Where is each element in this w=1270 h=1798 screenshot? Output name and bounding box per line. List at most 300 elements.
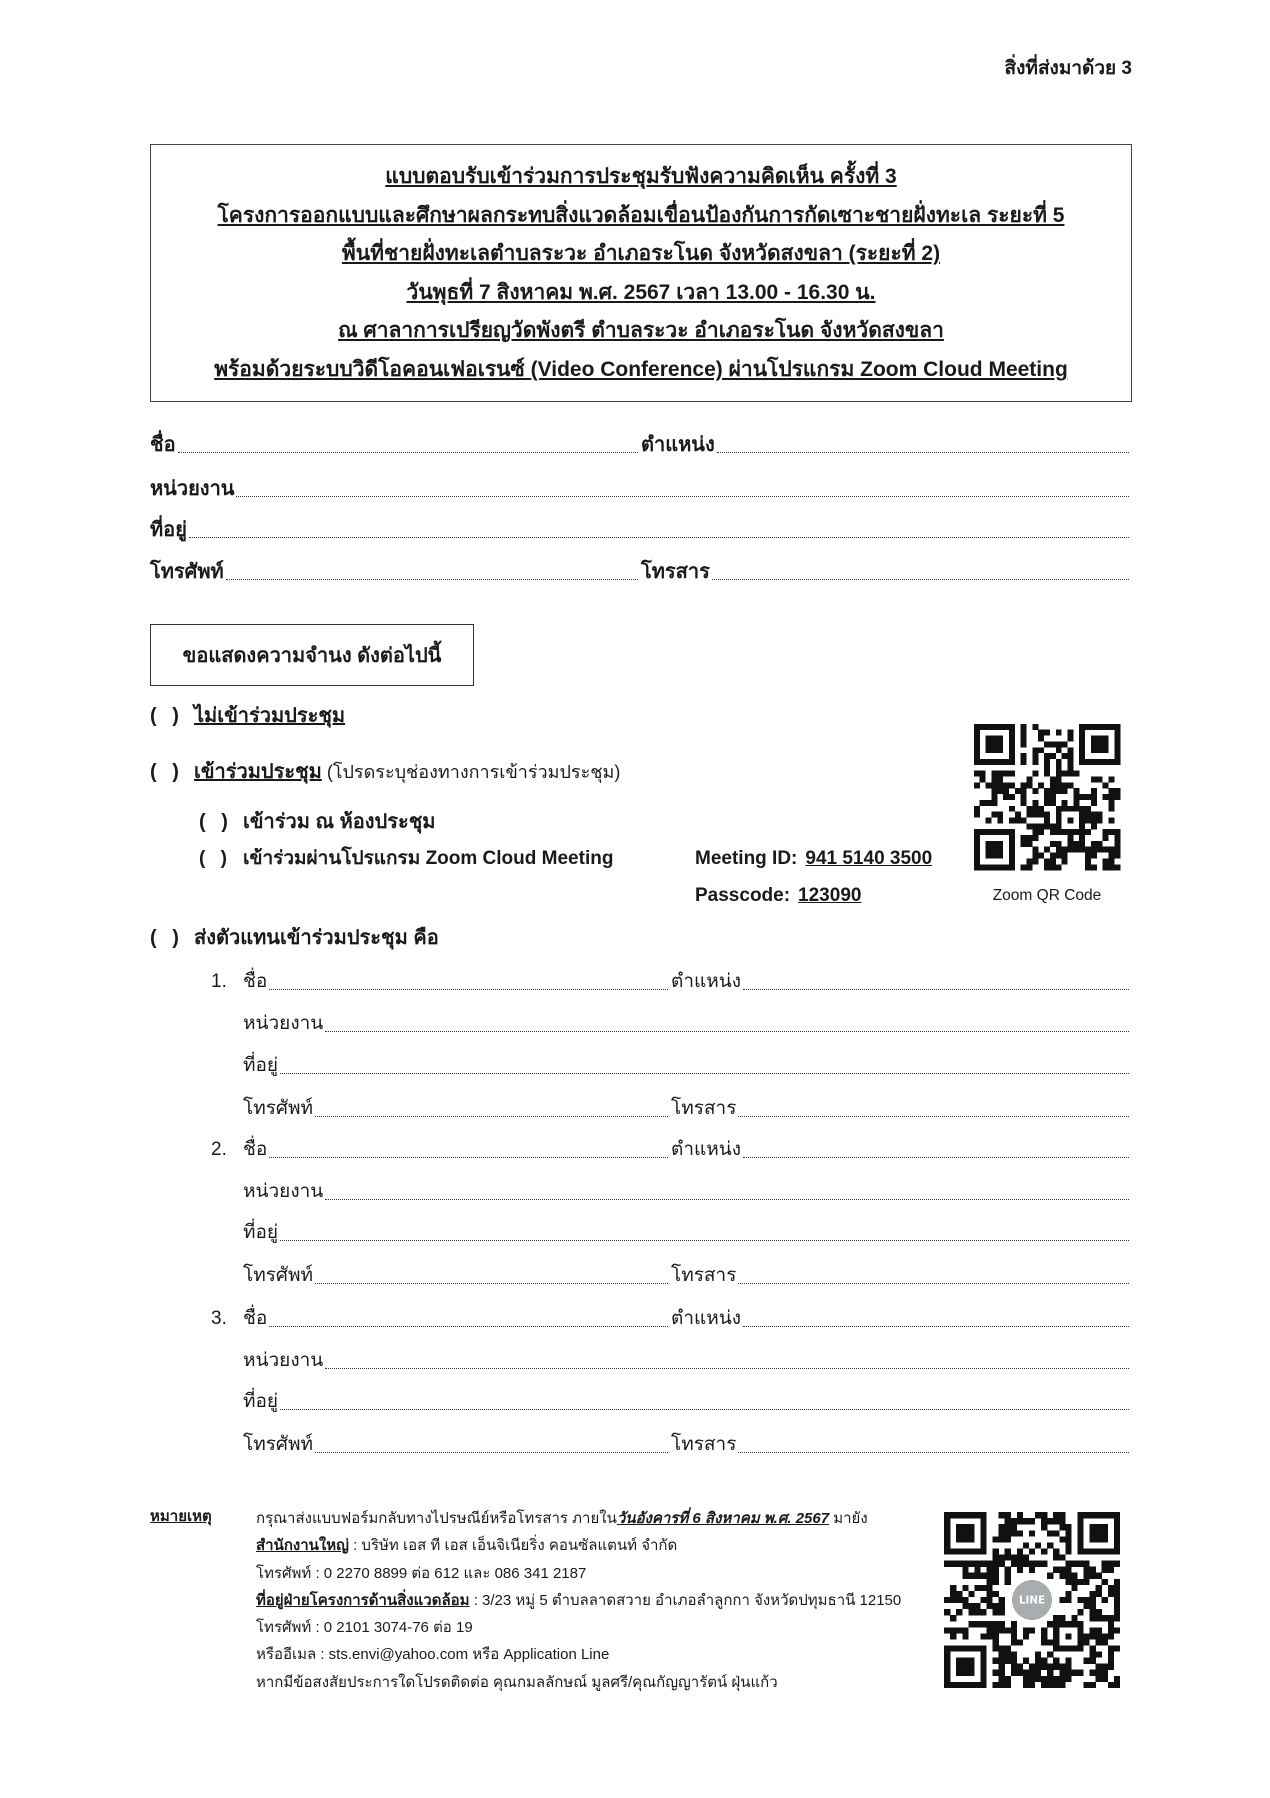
qr-module [956, 1682, 962, 1688]
qr-module [987, 1573, 993, 1579]
qr-module [944, 1561, 950, 1567]
qr-module [993, 1573, 999, 1579]
qr-module [1108, 788, 1114, 794]
qr-module [1114, 1585, 1120, 1591]
qr-module [991, 812, 997, 818]
qr-module [993, 1591, 999, 1597]
qr-module [974, 841, 980, 847]
rep2-fax-field[interactable] [738, 1283, 1129, 1284]
qr-module [956, 1609, 962, 1615]
qr-module [1017, 1512, 1023, 1518]
rep2-organization-field[interactable] [325, 1199, 1129, 1200]
qr-module [999, 1609, 1005, 1615]
name-field[interactable] [178, 452, 638, 453]
qr-module [1059, 1555, 1065, 1561]
qr-module [1009, 817, 1015, 823]
fax-field[interactable] [712, 579, 1129, 580]
qr-module [987, 1579, 993, 1585]
qr-module [1021, 724, 1027, 730]
qr-module [997, 829, 1003, 835]
qr-module [1108, 800, 1114, 806]
qr-module [1084, 1682, 1090, 1688]
qr-module [991, 841, 997, 847]
name-position-row [150, 430, 1132, 460]
qr-module [1053, 1615, 1059, 1621]
qr-module [1011, 1621, 1017, 1627]
attend-onsite-checkbox[interactable]: ( ) [199, 811, 228, 833]
phone-field[interactable] [226, 579, 638, 580]
qr-module [993, 1548, 999, 1554]
meeting-id-label: Meeting ID: [695, 848, 798, 869]
qr-module [999, 1621, 1005, 1627]
qr-module [1047, 1676, 1053, 1682]
qr-module [993, 1567, 999, 1573]
qr-module [1005, 1512, 1011, 1518]
qr-module [987, 1561, 993, 1567]
qr-module [1114, 1518, 1120, 1524]
qr-module [1053, 1530, 1059, 1536]
rep1-fax-field[interactable] [738, 1116, 1129, 1117]
rep3-phone-field[interactable] [315, 1452, 668, 1453]
qr-module [1059, 1524, 1065, 1530]
qr-module [1029, 1676, 1035, 1682]
qr-module [962, 1585, 968, 1591]
qr-module [1065, 1597, 1071, 1603]
qr-module [1114, 1530, 1120, 1536]
qr-module [1103, 741, 1109, 747]
qr-module [1056, 730, 1062, 736]
qr-module [1050, 800, 1056, 806]
qr-module [1077, 1512, 1083, 1518]
qr-module [1035, 1561, 1041, 1567]
qr-module [1097, 747, 1103, 753]
qr-module [1097, 841, 1103, 847]
qr-module [1084, 1561, 1090, 1567]
qr-module [950, 1597, 956, 1603]
qr-module [997, 841, 1003, 847]
qr-module [1050, 829, 1056, 835]
passcode-label: Passcode: [695, 885, 791, 906]
qr-module [950, 1682, 956, 1688]
attend-checkbox[interactable]: ( ) [150, 761, 179, 783]
rep1-organization-field[interactable] [325, 1031, 1129, 1032]
qr-module [1041, 1676, 1047, 1682]
qr-module [1079, 736, 1085, 742]
qr-module [1114, 759, 1120, 765]
qr-module [974, 1548, 980, 1554]
qr-module [1077, 1645, 1083, 1651]
qr-module [986, 800, 992, 806]
qr-module [1021, 741, 1027, 747]
rep1-address-label: ที่อยู่ [243, 1055, 279, 1076]
qr-module [1077, 1633, 1083, 1639]
qr-module [950, 1645, 956, 1651]
qr-module [1041, 1682, 1047, 1688]
qr-module [1023, 1658, 1029, 1664]
qr-module [1084, 1548, 1090, 1554]
qr-module [1090, 1658, 1096, 1664]
qr-module [997, 771, 1003, 777]
qr-module [1079, 806, 1085, 812]
qr-module [1108, 806, 1114, 812]
qr-module [1079, 730, 1085, 736]
qr-module [1011, 1555, 1017, 1561]
qr-module [1059, 1676, 1065, 1682]
qr-module [1062, 753, 1068, 759]
qr-module [1067, 747, 1073, 753]
rep2-name-field[interactable] [269, 1157, 668, 1158]
qr-module [980, 1658, 986, 1664]
qr-module [980, 1542, 986, 1548]
organization-field[interactable] [236, 496, 1129, 497]
note-body [256, 1505, 901, 1696]
qr-module [1091, 841, 1097, 847]
qr-module [1056, 741, 1062, 747]
qr-module [1050, 788, 1056, 794]
title-line: แบบตอบรับเข้าร่วมการประชุมรับฟังความคิดเห็น ครั้งที่ 3 [385, 165, 897, 188]
rep2-position-field[interactable] [743, 1157, 1129, 1158]
qr-module [1059, 1621, 1065, 1627]
qr-module [997, 847, 1003, 853]
qr-module [944, 1548, 950, 1554]
qr-module [1071, 1573, 1077, 1579]
qr-module [1005, 1627, 1011, 1633]
qr-module [1077, 1639, 1083, 1645]
qr-module [1023, 1561, 1029, 1567]
qr-module [1059, 1567, 1065, 1573]
qr-module [987, 1585, 993, 1591]
qr-module [991, 829, 997, 835]
qr-module [1096, 1664, 1102, 1670]
qr-module [1044, 788, 1050, 794]
qr-module [986, 782, 992, 788]
rep1-phone-field[interactable] [315, 1116, 668, 1117]
qr-module [1077, 1621, 1083, 1627]
qr-module [956, 1597, 962, 1603]
qr-module [1053, 1518, 1059, 1524]
qr-module [974, 1567, 980, 1573]
rep3-position-label: ตำแหน่ง [671, 1308, 742, 1329]
rep1-name-field[interactable] [269, 989, 668, 990]
qr-module [1079, 847, 1085, 853]
attend-onsite-label: เข้าร่วม ณ ห้องประชุม [243, 811, 436, 833]
qr-module [1079, 823, 1085, 829]
qr-module [991, 724, 997, 730]
qr-module [1059, 1645, 1065, 1651]
rep1-name-segment [243, 967, 671, 997]
rep3-position-field[interactable] [743, 1326, 1129, 1327]
qr-module [1009, 794, 1015, 800]
qr-module [1023, 1633, 1029, 1639]
qr-module [1021, 730, 1027, 736]
qr-module [1038, 812, 1044, 818]
qr-module [1091, 759, 1097, 765]
qr-module [974, 1585, 980, 1591]
qr-module [999, 1676, 1005, 1682]
qr-module [1041, 1561, 1047, 1567]
qr-module [1090, 1670, 1096, 1676]
qr-module [1090, 1512, 1096, 1518]
qr-module [1038, 806, 1044, 812]
qr-module [1023, 1676, 1029, 1682]
qr-module [991, 794, 997, 800]
qr-module [1029, 1670, 1035, 1676]
qr-module [1017, 1548, 1023, 1554]
qr-module [1005, 1676, 1011, 1682]
qr-module [1005, 1652, 1011, 1658]
qr-module [1003, 771, 1009, 777]
qr-module [1067, 753, 1073, 759]
qr-module [1047, 1542, 1053, 1548]
qr-module [1096, 1536, 1102, 1542]
qr-module [962, 1567, 968, 1573]
qr-module [1090, 1645, 1096, 1651]
qr-module [1041, 1524, 1047, 1530]
qr-module [991, 759, 997, 765]
qr-module [1091, 864, 1097, 870]
qr-module [968, 1603, 974, 1609]
attend-zoom-checkbox[interactable]: ( ) [199, 848, 227, 869]
qr-module [1077, 1518, 1083, 1524]
qr-module [1032, 747, 1038, 753]
qr-module [1044, 817, 1050, 823]
qr-module [1056, 841, 1062, 847]
qr-module [1102, 1579, 1108, 1585]
qr-module [1114, 864, 1120, 870]
qr-module [1073, 847, 1079, 853]
qr-module [980, 1682, 986, 1688]
qr-module [1071, 1561, 1077, 1567]
qr-module [1084, 1579, 1090, 1585]
send-representative-checkbox[interactable]: ( ) [150, 927, 179, 949]
qr-module [1005, 1658, 1011, 1664]
rep2-phone-field[interactable] [315, 1283, 668, 1284]
qr-module [999, 1555, 1005, 1561]
qr-module [974, 771, 980, 777]
qr-module [991, 864, 997, 870]
qr-module [1050, 841, 1056, 847]
qr-module [1003, 788, 1009, 794]
qr-module [1044, 864, 1050, 870]
qr-module [1021, 817, 1027, 823]
rep3-address-field[interactable] [280, 1409, 1129, 1410]
qr-module [1032, 788, 1038, 794]
qr-module [1102, 1567, 1108, 1573]
qr-module [1084, 1597, 1090, 1603]
address-field[interactable] [189, 537, 1129, 538]
phone-segment [150, 557, 641, 587]
qr-module [1073, 771, 1079, 777]
qr-module [968, 1591, 974, 1597]
qr-module [1056, 759, 1062, 765]
qr-module [991, 853, 997, 859]
qr-module [980, 759, 986, 765]
rep2-phone-fax-row [211, 1261, 1132, 1291]
qr-module [1005, 1573, 1011, 1579]
qr-module [1050, 794, 1056, 800]
qr-module [1114, 741, 1120, 747]
qr-module [962, 1530, 968, 1536]
qr-module [1011, 1664, 1017, 1670]
qr-module [1056, 747, 1062, 753]
rep3-name-segment [243, 1304, 671, 1334]
qr-module [1077, 1597, 1083, 1603]
rep2-address-field[interactable] [280, 1240, 1129, 1241]
qr-module [1103, 829, 1109, 835]
qr-module [962, 1627, 968, 1633]
qr-module [1021, 759, 1027, 765]
qr-module [1044, 858, 1050, 864]
qr-module [1053, 1633, 1059, 1639]
line-qr-code [938, 1506, 1126, 1694]
rep2-organization-row [211, 1177, 1132, 1207]
qr-module [968, 1682, 974, 1688]
qr-module [1044, 847, 1050, 853]
qr-module [997, 747, 1003, 753]
qr-module [1038, 782, 1044, 788]
qr-module [987, 1621, 993, 1627]
qr-module [1017, 1555, 1023, 1561]
organization-row [150, 474, 1132, 504]
qr-module [968, 1645, 974, 1651]
qr-module [1035, 1512, 1041, 1518]
qr-module [1103, 858, 1109, 864]
qr-module [1053, 1548, 1059, 1554]
qr-module [1097, 812, 1103, 818]
rep3-address-label: ที่อยู่ [243, 1391, 279, 1412]
qr-module [1096, 1573, 1102, 1579]
qr-module [956, 1548, 962, 1554]
rep2-name-position-row [211, 1135, 1132, 1165]
qr-module [1056, 817, 1062, 823]
qr-module [1038, 730, 1044, 736]
option-not-attend [150, 701, 345, 731]
qr-module [1062, 847, 1068, 853]
qr-module [993, 1633, 999, 1639]
position-field[interactable] [717, 452, 1129, 453]
qr-module [980, 1645, 986, 1651]
rep3-name-field[interactable] [269, 1326, 668, 1327]
qr-module [1085, 853, 1091, 859]
rep3-fax-field[interactable] [738, 1452, 1129, 1453]
qr-module [1062, 853, 1068, 859]
qr-module [962, 1645, 968, 1651]
note-env-text: : 3/23 หมู่ 5 ตำบลลาดสวาย อำเภอลำลูกกา จังหวัดปทุมธานี 12150 [469, 1591, 902, 1609]
qr-module [1073, 800, 1079, 806]
qr-module [1029, 1548, 1035, 1554]
qr-module [1044, 823, 1050, 829]
rep3-organization-field[interactable] [325, 1368, 1129, 1369]
qr-module [1032, 829, 1038, 835]
qr-module [1085, 724, 1091, 730]
rep1-fax-segment [671, 1094, 1132, 1124]
qr-module [1021, 753, 1027, 759]
qr-module [962, 1524, 968, 1530]
qr-module [980, 1597, 986, 1603]
note-heading: หมายเหตุ [150, 1508, 212, 1525]
qr-module [1032, 800, 1038, 806]
qr-module [1071, 1621, 1077, 1627]
qr-module [1108, 1591, 1114, 1597]
qr-module [950, 1633, 956, 1639]
qr-module [1009, 741, 1015, 747]
qr-module [999, 1627, 1005, 1633]
qr-module [1038, 823, 1044, 829]
rep1-address-field[interactable] [280, 1073, 1129, 1074]
qr-module [1015, 812, 1021, 818]
qr-module [1079, 759, 1085, 765]
qr-module [999, 1658, 1005, 1664]
option-send-representative [150, 923, 439, 953]
qr-module [1065, 1664, 1071, 1670]
not-attend-checkbox[interactable]: ( ) [150, 705, 179, 727]
qr-module [1003, 724, 1009, 730]
rep1-position-field[interactable] [743, 989, 1129, 990]
qr-module [950, 1615, 956, 1621]
qr-module [974, 741, 980, 747]
not-attend-label: ไม่เข้าร่วมประชุม [194, 705, 346, 727]
qr-module [1065, 1548, 1071, 1554]
qr-module [999, 1530, 1005, 1536]
qr-module [1102, 1664, 1108, 1670]
qr-module [1053, 1645, 1059, 1651]
qr-module [1062, 800, 1068, 806]
qr-module [1050, 853, 1056, 859]
qr-module [1102, 1670, 1108, 1676]
qr-module [1027, 841, 1033, 847]
qr-module [1065, 1658, 1071, 1664]
meeting-id-value: 941 5140 3500 [805, 848, 933, 869]
qr-module [1077, 1524, 1083, 1530]
qr-module [1084, 1639, 1090, 1645]
qr-module [956, 1627, 962, 1633]
qr-module [1053, 1682, 1059, 1688]
qr-module [1009, 864, 1015, 870]
qr-module [1047, 1530, 1053, 1536]
qr-module [1108, 1682, 1114, 1688]
intent-heading: ขอแสดงความจำนง ดังต่อไปนี้ [182, 645, 442, 667]
qr-module [999, 1536, 1005, 1542]
qr-module [1017, 1664, 1023, 1670]
qr-module [974, 753, 980, 759]
qr-module [956, 1524, 962, 1530]
qr-module [1114, 1615, 1120, 1621]
rep3-phone-fax-row [211, 1430, 1132, 1460]
qr-module [999, 1597, 1005, 1603]
qr-module [974, 829, 980, 835]
qr-module [986, 829, 992, 835]
qr-module [974, 724, 980, 730]
qr-module [1047, 1652, 1053, 1658]
qr-module [968, 1530, 974, 1536]
rep1-phone-segment [243, 1094, 671, 1124]
qr-module [1090, 1591, 1096, 1597]
qr-module [1096, 1548, 1102, 1554]
qr-module [1090, 1524, 1096, 1530]
qr-module [1032, 759, 1038, 765]
qr-module [968, 1664, 974, 1670]
qr-module [1032, 724, 1038, 730]
qr-module [1011, 1627, 1017, 1633]
qr-module [1108, 1658, 1114, 1664]
qr-module [974, 853, 980, 859]
qr-module [1102, 1512, 1108, 1518]
qr-module [980, 1536, 986, 1542]
qr-module [1108, 724, 1114, 730]
rep3-organization-row [211, 1346, 1132, 1376]
qr-module [1044, 771, 1050, 777]
qr-module [1077, 1530, 1083, 1536]
